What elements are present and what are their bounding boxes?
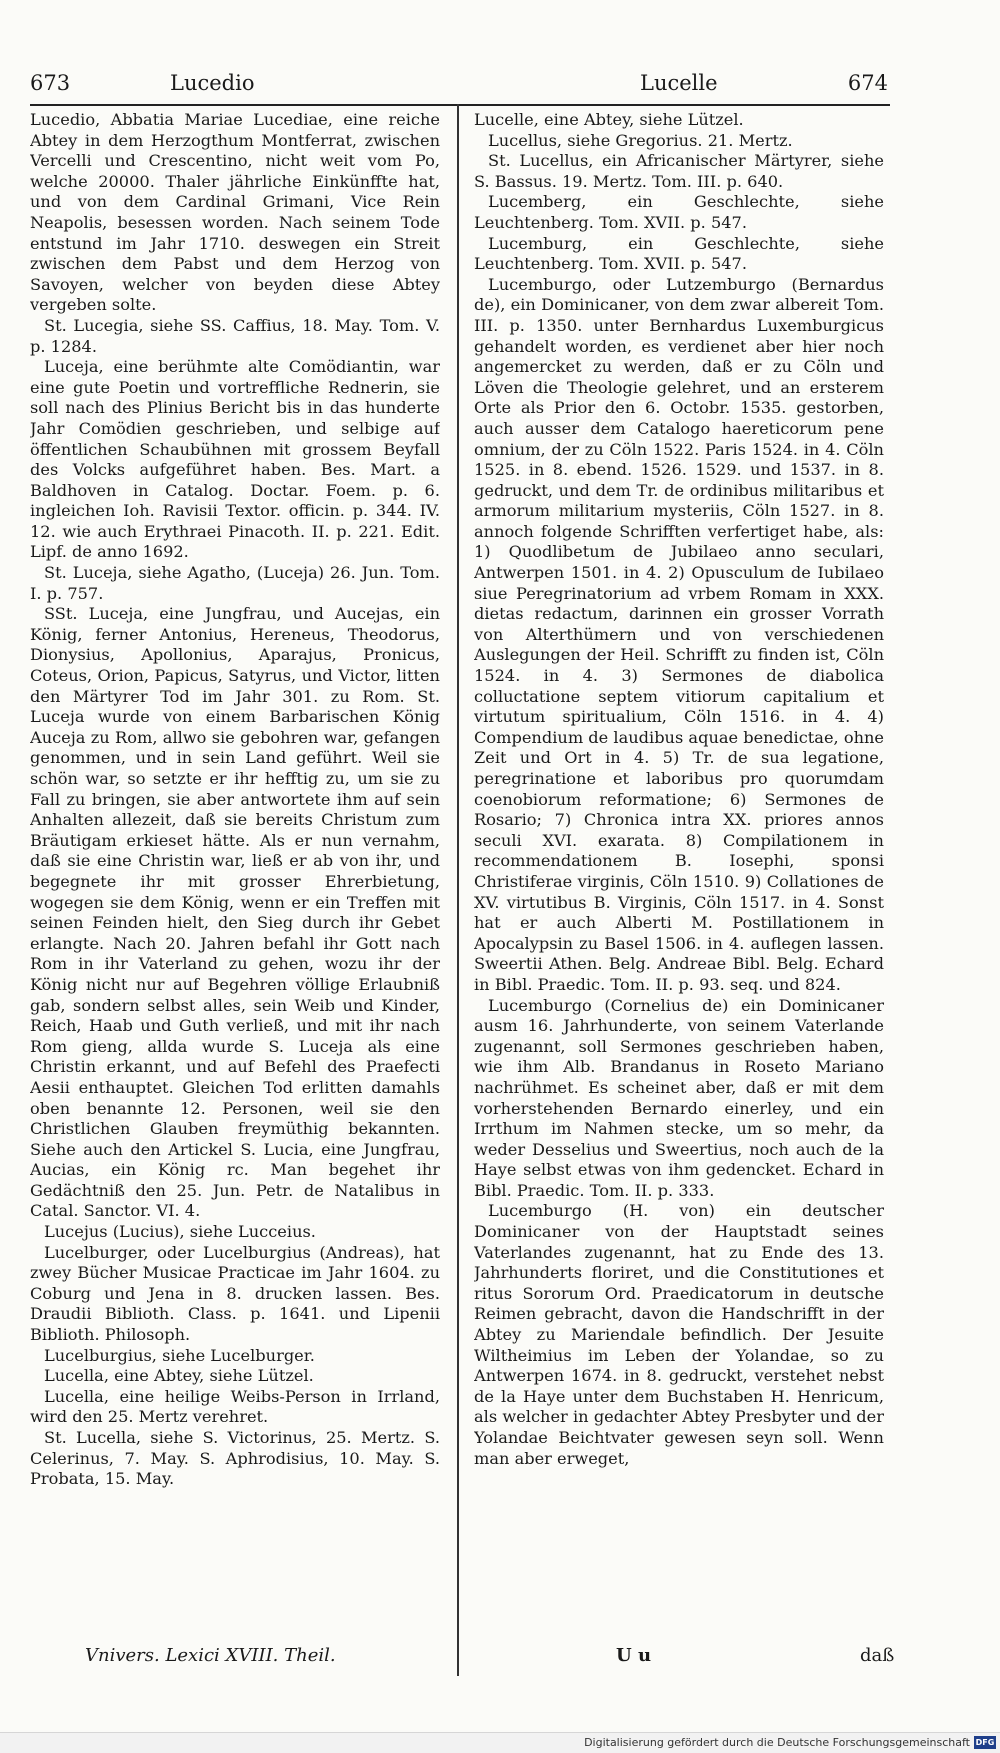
right-column bbox=[474, 110, 884, 1630]
entry-lucedio: Lucedio, Abbatia Mariae Lucediae, eine reiche Abtey in dem Herzogthum Montferrat, zwischen Vercelli und Crescentino, nicht weit vom Po, welche 20000. Thaler jährliche Einkünffte hat, und von dem Cardinal Grimani, Vice Rein Neapolis, besessen worden. Nach seinem Tode entstund im Jahr 1710. deswegen ein Streit zwischen dem Pabst und dem Herzog von Savoyen, welcher von beyden diese Abtey vergeben solte. bbox=[30, 110, 440, 315]
entry-st-luceja: St. Luceja, siehe Agatho, (Luceja) 26. Jun. Tom. I. p. 757. bbox=[30, 563, 440, 603]
entry-luceja: Luceja, eine berühmte alte Comödiantin, war eine gute Poetin und vortreffliche Rednerin, sie soll nach des Plinius Bericht bis in das hunderte Jahr Comödien geschrieben, und selbige auf öffentlichen Schaubühnen mit grossem Beyfall des Volcks aufgeführet haben. Bes. Mart. a Baldhoven in Catalog. Doctar. Foem. p. 6. ingleichen Ioh. Ravisii Textor. officin. p. 344. IV. 12. wie auch Erythraei Pinacoth. II. p. 221. Edit. Lipf. de anno 1692. bbox=[30, 357, 440, 562]
column-divider bbox=[457, 104, 459, 1676]
page-number-right: 674 bbox=[847, 71, 888, 95]
running-header bbox=[30, 68, 888, 102]
volume-signature: Vnivers. Lexici XVIII. Theil. bbox=[85, 1645, 336, 1666]
entry-st-lucegia: St. Lucegia, siehe SS. Caffius, 18. May. Tom. V. p. 1284. bbox=[30, 315, 440, 356]
running-title-right: Lucelle bbox=[640, 71, 718, 95]
entry-lucelburger: Lucelburger, oder Lucelburgius (Andreas), hat zwey Bücher Musicae Practicae im Jahr 1604. zu Coburg und Jena in 8. drucken lassen. Bes. Draudii Biblioth. Class. p. 1641. und Lipenii Biblioth. Philosoph. bbox=[30, 1242, 440, 1345]
entry-lucella-person: Lucella, eine heilige Weibs-Person in Irrland, wird den 25. Mertz verehret. bbox=[30, 1386, 440, 1427]
header-rule bbox=[30, 104, 890, 106]
funding-note: Digitalisierung gefördert durch die Deutsche Forschungsgemeinschaft bbox=[584, 1736, 970, 1749]
entry-lucemberg: Lucemberg, ein Geschlechte, siehe Leuchtenberg. Tom. XVII. p. 547. bbox=[474, 192, 884, 232]
entry-lucelle: Lucelle, eine Abtey, siehe Lützel. bbox=[474, 110, 744, 129]
entry-st-lucellus: St. Lucellus, ein Africanischer Märtyrer, siehe S. Bassus. 19. Mertz. Tom. III. p. 640. bbox=[474, 151, 884, 191]
entry-st-lucella: St. Lucella, siehe S. Victorinus, 25. Mertz. S. Celerinus, 7. May. S. Aphrodisius, 10. May. S. Probata, 15. May. bbox=[30, 1428, 440, 1489]
entry-sst-luceja: SSt. Luceja, eine Jungfrau, und Aucejas, ein König, ferner Antonius, Hereneus, Theodorus, Dionysius, Apollonius, Aparajus, Pronicus, Coteus, Orion, Papicus, Satyrus, und Victor, litten den Märtyrer Tod im Jahr 301. zu Rom. St. Luceja wurde von einem Barbarischen König Auceja zu Rom, allwo sie gebohren war, gefangen genommen, und in sein Land geführt. Weil sie schön war, so setzte er ihr hefftig zu, um sie zu Fall zu bringen, sie aber antwortete ihm auf sein Anhalten allezeit, daß sie bereits Christum zum Bräutigam erkieset hätte. Als er nun vernahm, daß sie eine Christin war, ließ er ab von ihr, und begegnete ihr mit grosser Ehrerbietung, wogegen sie dem König, wenn er ein Treffen mit seinen Feinden hielt, den Sieg durch ihr Gebet erlangte. Nach 20. Jahren befahl ihr Gott nach Rom in ihr Vaterland zu gehen, wozu ihr der König nicht nur auf Begehren völlige Erlaubniß gab, sondern selbst alles, sein Weib und Kinder, Reich, Haab und Guth verließ, und mit ihr nach Rom gieng, allda wurde S. Luceja als eine Christin erkannt, und auf Befehl des Praefecti Aesii enthauptet. Gleichen Tod erlitten damahls oben benannte 12. Personen, weil sie den Christlichen Glauben freymüthig bekannten. Siehe auch den Artickel S. Lucia, eine Jungfrau, Aucias, ein König rc. Man begehet ihr Gedächtniß den 25. Jun. Petr. de Natalibus in Catal. Sanctor. VI. 4. bbox=[30, 604, 440, 1221]
page-number-left: 673 bbox=[30, 71, 71, 95]
left-column bbox=[30, 110, 440, 1630]
entry-lucemburgo-cornelius: Lucemburgo (Cornelius de) ein Dominicaner ausm 16. Jahrhunderte, von seinem Vaterlande zugenannt, soll Sermones geschrieben haben, wie ihm Alb. Brandanus in Roseto Mariano nachrühmet. Es scheinet aber, daß er mit dem vorherstehenden Bernardo einerley, und ein Irrthum im Nahmen stecke, um so mehr, da weder Desselius und Sweertius, noch auch de la Haye selbst etwas von ihm gedencket. Echard in Bibl. Praedic. Tom. II. p. 333. bbox=[474, 995, 884, 1200]
entry-lucella-abtey: Lucella, eine Abtey, siehe Lützel. bbox=[44, 1366, 314, 1386]
catchword: daß bbox=[860, 1645, 895, 1666]
entry-lucellus: Lucellus, siehe Gregorius. 21. Mertz. bbox=[488, 130, 793, 150]
entry-lucejus: Lucejus (Lucius), siehe Lucceius. bbox=[44, 1222, 316, 1242]
gathering-signature: U u bbox=[616, 1645, 652, 1666]
entry-lucemburg: Lucemburg, ein Geschlechte, siehe Leuchtenberg. Tom. XVII. p. 547. bbox=[474, 233, 884, 274]
digitization-footer bbox=[0, 1732, 1000, 1753]
entry-lucemburgo-bernardus: Lucemburgo, oder Lutzemburgo (Bernardus de), ein Dominicaner, von dem zwar albereit Tom. III. p. 1350. unter Bernhardus Luxemburgicus gehandelt worden, es verdienet aber hier noch angemercket zu werden, daß er zu Cöln und Löven die Theologie gelehret, und an ersterem Orte als Prior den 6. Octobr. 1535. gestorben, auch ausser dem Catalogo haereticorum pene omnium, der zu Cöln 1522. Paris 1524. in 4. Cöln 1525. in 8. ebend. 1526. 1529. und 1537. in 8. gedruckt, und dem Tr. de ordinibus militaribus et armorum militarium mysteriis, Cöln 1527. in 8. annoch folgende Schrifften verfertiget habe, als: 1) Quodlibetum de Jubilaeo anno seculari, Antwerpen 1501. in 4. 2) Opusculum de Iubilaeo siue Peregrinatorium ad vrbem Romam in XXX. dietas redactum, darinnen ein grosser Vorrath von Alterthümern und von verschiedenen Auslegungen der Heil. Schrifft zu finden ist, Cöln 1524. in 4. 3) Sermones de diabolica colluctatione septem vitiorum capitalium et virtutum spiritualium, Cöln 1516. in 4. 4) Compendium de laudibus aquae benedictae, ohne Zeit und Ort in 4. 5) Tr. de sua legatione, peregrinatione et laboribus pro quorumdam coenobiorum reformatione; 6) Sermones de Rosario; 7) Chronica intra XX. priores annos seculi XVI. exarata. 8) Compilationem in recommendationem B. Iosephi, sponsi Christiferae virginis, Cöln 1510. 9) Collationes de XV. virtutibus B. Virginis, Cöln 1517. in 4. Sonst hat er auch Alberti M. Postillationem in Apocalypsin zu Basel 1506. in 4. auflegen lassen. Sweertii Athen. Belg. Andreae Bibl. Belg. Echard in Bibl. Praedic. Tom. II. p. 93. seq. und 824. bbox=[474, 274, 884, 994]
running-title-left: Lucedio bbox=[170, 71, 255, 95]
entry-lucelburgius: Lucelburgius, siehe Lucelburger. bbox=[44, 1345, 315, 1365]
entry-lucemburgo-h: Lucemburgo (H. von) ein deutscher Dominicaner von der Hauptstadt seines Vaterlandes zugenannt, hat zu Ende des 13. Jahrhunderts floriret, und die Constitutiones et ritus Sororum Ord. Praedicatorum in deutsche Reimen gebracht, davon die Handschrifft in der Abtey zu Mariendale befindlich. Der Jesuite Wiltheimius im Leben der Yolandae, so zu Antwerpen 1674. in 8. gedruckt, verstehet nebst de la Haye unter dem Buchstaben H. Henricum, als welcher in gedachter Abtey Presbyter und der Yolandae Beichtvater gewesen seyn soll. Wenn man aber erweget, bbox=[474, 1201, 884, 1468]
dfg-logo-icon: DFG bbox=[975, 1738, 995, 1747]
